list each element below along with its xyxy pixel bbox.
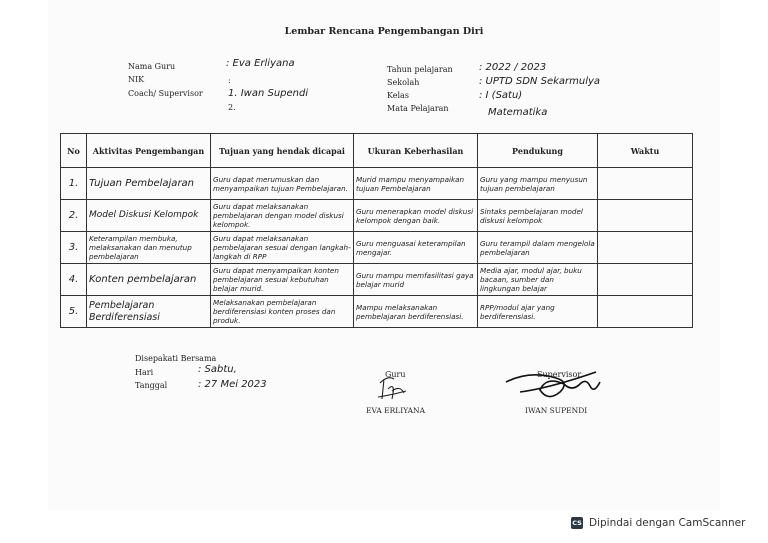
table-row bbox=[61, 200, 693, 232]
document-title: Lembar Rencana Pengembangan Diri bbox=[284, 26, 484, 37]
row-no: 1. bbox=[61, 168, 87, 200]
hari-label: Hari bbox=[135, 368, 154, 377]
sekolah-label: Sekolah bbox=[387, 78, 420, 87]
table-header-row bbox=[61, 134, 693, 168]
row-ukuran bbox=[354, 168, 478, 200]
header-waktu: Waktu bbox=[598, 134, 693, 168]
row-pendukung bbox=[478, 264, 598, 296]
tanggal-label: Tanggal bbox=[135, 381, 168, 390]
row-aktivitas bbox=[87, 200, 211, 232]
kelas-label: Kelas bbox=[387, 91, 409, 100]
sekolah-value: : UPTD SDN Sekarmulya bbox=[479, 76, 601, 87]
coach-label: Coach/ Supervisor bbox=[128, 89, 203, 98]
row-aktivitas-text: Model Diskusi Kelompok bbox=[89, 210, 199, 220]
row-pendukung-text: Guru yang mampu menyusun tujuan pembelajaran bbox=[480, 174, 588, 193]
row-tujuan bbox=[211, 168, 354, 200]
row-pendukung bbox=[478, 232, 598, 264]
row-ukuran-text: Guru mampu memfasilitasi gaya belajar murid bbox=[356, 270, 474, 289]
row-pendukung-text: Media ajar, modul ajar, buku bacaan, sumber dan lingkungan belajar bbox=[480, 266, 582, 293]
row-pendukung-text: RPP/modul ajar yang berdiferensiasi. bbox=[480, 302, 555, 321]
supervisor-name: IWAN SUPENDI bbox=[525, 406, 588, 415]
table-row bbox=[61, 264, 693, 296]
row-tujuan bbox=[211, 296, 354, 328]
header-tujuan: Tujuan yang hendak dicapai bbox=[211, 134, 354, 168]
nik-value: : bbox=[228, 76, 231, 85]
row-pendukung-text: Sintaks pembelajaran model diskusi kelompok bbox=[480, 206, 583, 225]
row-ukuran-text: Guru menerapkan model diskusi kelompok dengan baik. bbox=[356, 206, 474, 225]
tahun-value: : 2022 / 2023 bbox=[479, 62, 547, 73]
row-aktivitas-text: Keterampilan membuka, melaksanakan dan menutup pembelajaran bbox=[89, 234, 192, 261]
table-row bbox=[61, 296, 693, 328]
tahun-label: Tahun pelajaran bbox=[387, 65, 453, 74]
row-waktu bbox=[598, 168, 693, 200]
row-ukuran-text: Mampu melaksanakan pembelajaran berdiferensiasi. bbox=[356, 302, 464, 321]
nama-guru-label: Nama Guru bbox=[128, 62, 176, 71]
row-tujuan bbox=[211, 264, 354, 296]
row-tujuan-text: Melaksanakan pembelajaran berdiferensiasi konten proses dan produk. bbox=[213, 298, 336, 325]
header-no: No bbox=[61, 134, 87, 168]
row-ukuran bbox=[354, 232, 478, 264]
row-ukuran bbox=[354, 264, 478, 296]
row-tujuan bbox=[211, 232, 354, 264]
header-aktivitas: Aktivitas Pengembangan bbox=[87, 134, 211, 168]
tanggal-value: : 27 Mei 2023 bbox=[198, 379, 267, 390]
row-pendukung-text: Guru terampil dalam mengelola pembelajaran bbox=[480, 238, 595, 257]
row-no: 5. bbox=[61, 296, 87, 328]
camscanner-icon: CS bbox=[572, 519, 582, 527]
disepakati-label: Disepakati Bersama bbox=[135, 354, 217, 363]
row-no: 3. bbox=[61, 232, 87, 264]
guru-name: EVA ERLIYANA bbox=[366, 406, 426, 415]
row-no: 4. bbox=[61, 264, 87, 296]
row-aktivitas bbox=[87, 232, 211, 264]
row-aktivitas bbox=[87, 264, 211, 296]
supervisor-label: Supervisor bbox=[537, 370, 582, 379]
nik-label: NIK bbox=[128, 75, 145, 84]
row-pendukung bbox=[478, 296, 598, 328]
row-waktu bbox=[598, 232, 693, 264]
row-waktu bbox=[598, 200, 693, 232]
row-tujuan-text: Guru dapat melaksanakan pembelajaran dengan model diskusi kelompok. bbox=[213, 202, 344, 229]
row-tujuan bbox=[211, 200, 354, 232]
row-tujuan-text: Guru dapat menyampaikan konten pembelajaran sesuai kebutuhan belajar murid. bbox=[213, 266, 339, 293]
camscanner-text: Dipindai dengan CamScanner bbox=[589, 517, 746, 529]
row-aktivitas-text: Tujuan Pembelajaran bbox=[89, 177, 195, 189]
row-ukuran bbox=[354, 200, 478, 232]
row-no: 2. bbox=[61, 200, 87, 232]
header-ukuran: Ukuran Keberhasilan bbox=[354, 134, 478, 168]
row-pendukung bbox=[478, 200, 598, 232]
guru-label: Guru bbox=[385, 370, 406, 379]
row-ukuran-text: Guru menguasai keterampilan mengajar. bbox=[356, 238, 466, 257]
row-aktivitas-text: Pembelajaran Berdiferensiasi bbox=[89, 299, 160, 323]
supervisor-signature bbox=[500, 362, 612, 406]
row-ukuran bbox=[354, 296, 478, 328]
guru-signature bbox=[374, 373, 414, 407]
development-plan-table bbox=[60, 133, 693, 328]
row-aktivitas bbox=[87, 296, 211, 328]
mapel-value: Matematika bbox=[488, 107, 548, 118]
table-row bbox=[61, 232, 693, 264]
row-ukuran-text: Murid mampu menyampaikan tujuan Pembelajaran bbox=[356, 174, 465, 193]
coach-value-2: 2. bbox=[228, 103, 236, 112]
row-waktu bbox=[598, 264, 693, 296]
kelas-value: : I (Satu) bbox=[479, 90, 523, 101]
mapel-label: Mata Pelajaran bbox=[387, 104, 449, 113]
hari-value: : Sabtu, bbox=[198, 364, 237, 375]
coach-value-1: 1. Iwan Supendi bbox=[228, 88, 309, 99]
row-waktu bbox=[598, 296, 693, 328]
nama-guru-value: : Eva Erliyana bbox=[226, 58, 295, 69]
row-aktivitas bbox=[87, 168, 211, 200]
row-pendukung bbox=[478, 168, 598, 200]
row-tujuan-text: Guru dapat melaksanakan pembelajaran sesuai dengan langkah-langkah di RPP bbox=[213, 234, 351, 261]
table-row bbox=[61, 168, 693, 200]
row-aktivitas-text: Konten pembelajaran bbox=[89, 273, 197, 285]
row-tujuan-text: Guru dapat merumuskan dan menyampaikan tujuan Pembelajaran. bbox=[213, 174, 348, 193]
camscanner-badge bbox=[567, 512, 761, 534]
header-pendukung: Pendukung bbox=[478, 134, 598, 168]
